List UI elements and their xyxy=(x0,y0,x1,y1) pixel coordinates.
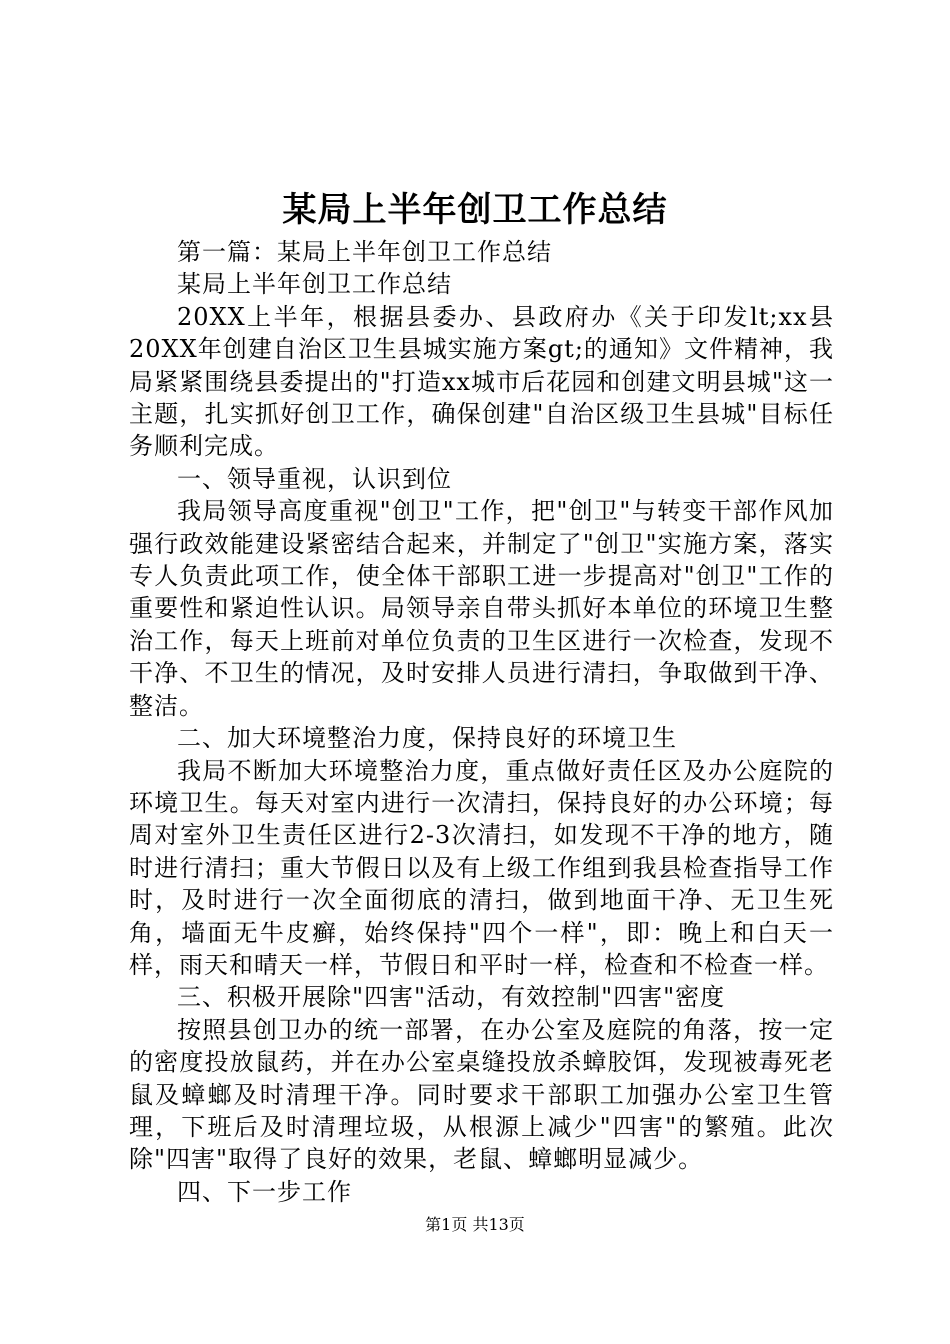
paragraph-intro: 20XX上半年，根据县委办、县政府办《关于印发lt;xx县20XX年创建自治区卫生县城实施方案gt;的通知》文件精神，我局紧紧围绕县委提出的"打造xx城市后花园和创建文明县城"这一主题，扎实抓好创卫工作，确保创建"自治区级卫生县城"目标任务顺利完成。 xyxy=(129,302,834,461)
paragraph-section-3: 按照县创卫办的统一部署，在办公室及庭院的角落，按一定的密度投放鼠药，并在办公室桌缝投放杀蟑胶饵，发现被毒死老鼠及蟑螂及时清理干净。同时要求干部职工加强办公室卫生管理，下班后及时清理垃圾，从根源上减少"四害"的繁殖。此次除"四害"取得了良好的效果，老鼠、蟑螂明显减少。 xyxy=(129,1015,834,1174)
section-heading-1: 一、领导重视，认识到位 xyxy=(177,464,452,493)
section-heading-2: 二、加大环境整治力度，保持良好的环境卫生 xyxy=(177,724,677,753)
subtitle: 某局上半年创卫工作总结 xyxy=(177,270,452,299)
document-title: 某局上半年创卫工作总结 xyxy=(282,190,668,230)
paragraph-section-2: 我局不断加大环境整治力度，重点做好责任区及办公庭院的环境卫生。每天对室内进行一次清扫，保持良好的办公环境；每周对室外卫生责任区进行2-3次清扫，如发现不干净的地方，随时进行清扫；重大节假日以及有上级工作组到我县检查指导工作时，及时进行一次全面彻底的清扫，做到地面干净、无卫生死角，墙面无牛皮癣，始终保持"四个一样"，即：晚上和白天一样，雨天和晴天一样，节假日和平时一样，检查和不检查一样。 xyxy=(129,756,834,979)
document-body xyxy=(129,236,834,1208)
section-heading-3: 三、积极开展除"四害"活动，有效控制"四害"密度 xyxy=(177,983,726,1012)
page-number-footer: 第1页 共13页 xyxy=(425,1215,525,1234)
paragraph-section-1: 我局领导高度重视"创卫"工作，把"创卫"与转变干部作风加强行政效能建设紧密结合起来，并制定了"创卫"实施方案，落实专人负责此项工作，使全体干部职工进一步提高对"创卫"工作的重要性和紧迫性认识。局领导亲自带头抓好本单位的环境卫生整治工作，每天上班前对单位负责的卫生区进行一次检查，发现不干净、不卫生的情况，及时安排人员进行清扫，争取做到干净、整洁。 xyxy=(129,497,834,720)
section-heading-4: 四、下一步工作 xyxy=(177,1177,352,1206)
heading-part-one: 第一篇：某局上半年创卫工作总结 xyxy=(177,238,552,266)
